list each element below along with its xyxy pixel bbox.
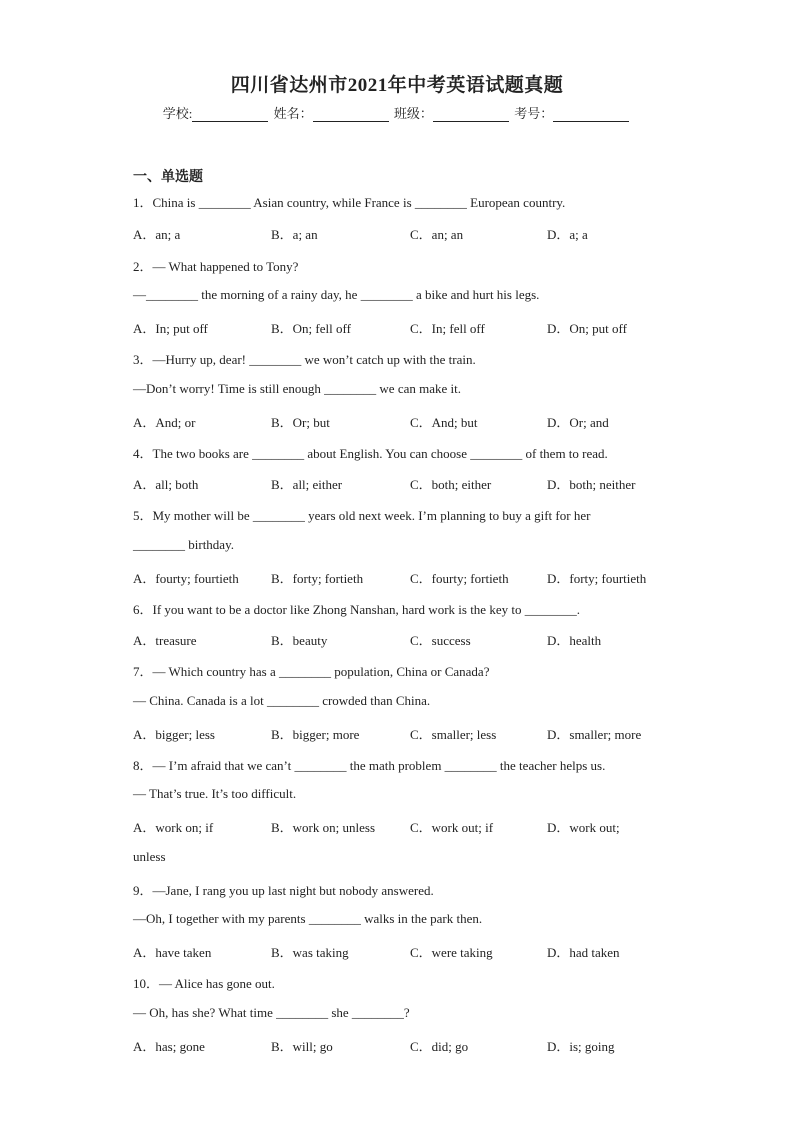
question-6-option-b[interactable]: B．beauty xyxy=(271,633,328,648)
question-5-option-a[interactable]: A．fourty; fourtieth xyxy=(133,571,239,586)
question-5-option-b[interactable]: B．forty; fortieth xyxy=(271,571,364,586)
exam-number-blank[interactable] xyxy=(553,107,629,122)
question-6-option-c[interactable]: C．success xyxy=(410,633,471,648)
question-9-option-c[interactable]: C．were taking xyxy=(410,945,493,960)
question-5-option-d[interactable]: D．forty; fourtieth xyxy=(547,571,647,586)
question-3-option-a[interactable]: A．And; or xyxy=(133,415,196,430)
question-2-option-d[interactable]: D．On; put off xyxy=(547,321,627,336)
question-8-option-b[interactable]: B．work on; unless xyxy=(271,820,376,835)
question-2-line-1: 2．— What happened to Tony? xyxy=(133,259,299,274)
question-10-option-a[interactable]: A．has; gone xyxy=(133,1039,205,1054)
question-9-line-2: —Oh, I together with my parents ________ walks in the park then. xyxy=(133,911,483,926)
question-9-option-b[interactable]: B．was taking xyxy=(271,945,349,960)
question-8-option-c[interactable]: C．work out; if xyxy=(410,820,494,835)
question-8-option-d[interactable]: D．work out; xyxy=(547,820,620,835)
question-3-line-2: —Don’t worry! Time is still enough ________ we can make it. xyxy=(133,381,461,396)
question-4-option-b[interactable]: B．all; either xyxy=(271,477,343,492)
question-3-option-c[interactable]: C．And; but xyxy=(410,415,478,430)
question-2-option-b[interactable]: B．On; fell off xyxy=(271,321,351,336)
question-8-option-d-continuation: unless xyxy=(133,849,166,864)
question-8-option-a[interactable]: A．work on; if xyxy=(133,820,214,835)
question-9-line-1: 9．—Jane, I rang you up last night but nobody answered. xyxy=(133,883,434,898)
question-7-line-1: 7．— Which country has a ________ population, China or Canada? xyxy=(133,664,490,679)
name-label: 姓名： xyxy=(273,106,313,121)
school-blank[interactable] xyxy=(192,107,268,122)
question-1-option-a[interactable]: A．an; a xyxy=(133,227,181,242)
question-4-option-a[interactable]: A．all; both xyxy=(133,477,199,492)
question-3-option-d[interactable]: D．Or; and xyxy=(547,415,609,430)
question-6-option-d[interactable]: D．health xyxy=(547,633,602,648)
class-blank[interactable] xyxy=(433,107,509,122)
question-3-line-1: 3．—Hurry up, dear! ________ we won’t catch up with the train. xyxy=(133,352,476,367)
question-2-line-2: —________ the morning of a rainy day, he ________ a bike and hurt his legs. xyxy=(133,287,540,302)
question-10-line-1: 10．— Alice has gone out. xyxy=(133,976,275,991)
question-10-option-d[interactable]: D．is; going xyxy=(547,1039,615,1054)
question-7-option-c[interactable]: C．smaller; less xyxy=(410,727,497,742)
question-4-line-1: 4．The two books are ________ about English. You can choose ________ of them to read. xyxy=(133,446,608,461)
school-label: 学校: xyxy=(162,106,193,121)
question-5-line-2: ________ birthday. xyxy=(133,537,234,552)
student-info-line xyxy=(0,103,794,122)
section-title: 一、单选题 xyxy=(133,170,203,185)
question-2-option-c[interactable]: C．In; fell off xyxy=(410,321,485,336)
question-10-option-c[interactable]: C．did; go xyxy=(410,1039,469,1054)
question-4-option-d[interactable]: D．both; neither xyxy=(547,477,636,492)
question-1-option-b[interactable]: B．a; an xyxy=(271,227,318,242)
question-9-option-a[interactable]: A．have taken xyxy=(133,945,212,960)
question-9-option-d[interactable]: D．had taken xyxy=(547,945,620,960)
question-10-option-b[interactable]: B．will; go xyxy=(271,1039,333,1054)
question-1-line-1: 1．China is ________ Asian country, while France is ________ European country. xyxy=(133,195,566,210)
question-7-line-2: — China. Canada is a lot ________ crowded than China. xyxy=(133,693,431,708)
question-5-option-c[interactable]: C．fourty; fortieth xyxy=(410,571,509,586)
question-7-option-a[interactable]: A．bigger; less xyxy=(133,727,215,742)
question-8-line-2: — That’s true. It’s too difficult. xyxy=(133,786,297,801)
exam-number-label: 考号： xyxy=(514,106,554,121)
question-7-option-d[interactable]: D．smaller; more xyxy=(547,727,642,742)
name-blank[interactable] xyxy=(313,107,389,122)
question-5-line-1: 5．My mother will be ________ years old next week. I’m planning to buy a gift for her xyxy=(133,508,591,523)
question-7-option-b[interactable]: B．bigger; more xyxy=(271,727,360,742)
question-10-line-2: — Oh, has she? What time ________ she ________? xyxy=(133,1005,410,1020)
question-1-option-c[interactable]: C．an; an xyxy=(410,227,464,242)
question-6-option-a[interactable]: A．treasure xyxy=(133,633,197,648)
question-2-option-a[interactable]: A．In; put off xyxy=(133,321,208,336)
question-8-line-1: 8．— I’m afraid that we can’t ________ the math problem ________ the teacher helps us. xyxy=(133,758,606,773)
page-title: 四川省达州市2021年中考英语试题真题 xyxy=(230,75,564,96)
question-1-option-d[interactable]: D．a; a xyxy=(547,227,588,242)
question-4-option-c[interactable]: C．both; either xyxy=(410,477,492,492)
class-label: 班级： xyxy=(393,106,433,121)
question-3-option-b[interactable]: B．Or; but xyxy=(271,415,330,430)
question-6-line-1: 6．If you want to be a doctor like Zhong Nanshan, hard work is the key to ________. xyxy=(133,602,580,617)
